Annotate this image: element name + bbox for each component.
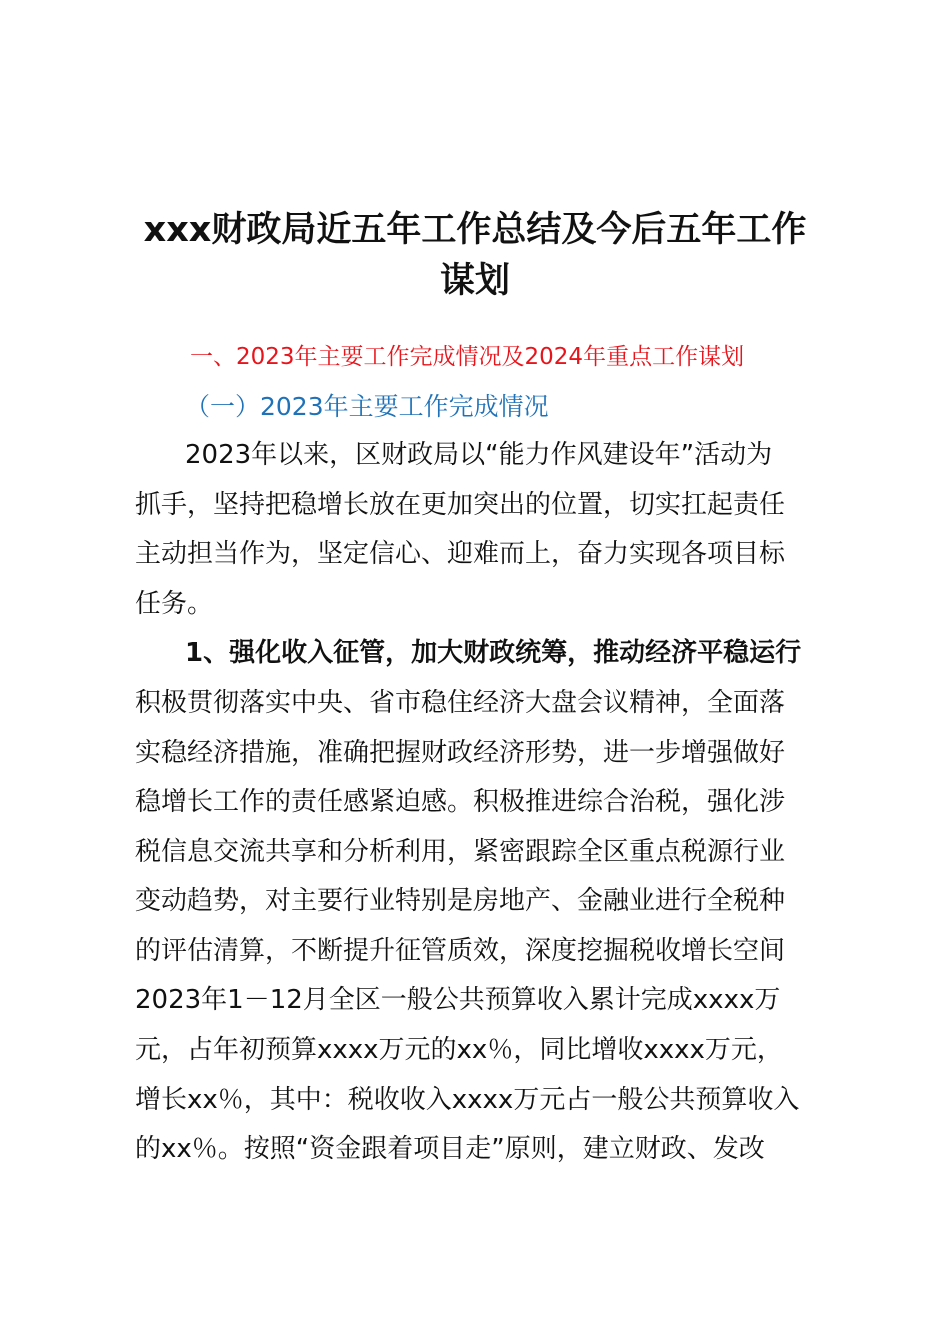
paragraph-2-line-2: 实稳经济措施，准确把握财政经济形势，进一步增强做好 <box>135 738 786 768</box>
paragraph-2-line-7: 2023年1－12月全区一般公共预算收入累计完成xxxx万 <box>135 985 781 1015</box>
subsection-heading-1: （一）2023年主要工作完成情况 <box>185 392 549 421</box>
paragraph-1-line-3: 主动担当作为，坚定信心、迎难而上，奋力实现各项目标 <box>135 539 786 569</box>
paragraph-2-line-5: 变动趋势，对主要行业特别是房地产、金融业进行全税种 <box>135 886 786 916</box>
document-title-line-2: 谋划 <box>439 261 510 301</box>
paragraph-2-line-4: 税信息交流共享和分析利用，紧密跟踪全区重点税源行业 <box>135 837 786 867</box>
section-heading-1: 一、2023年主要工作完成情况及2024年重点工作谋划 <box>190 344 745 370</box>
paragraph-2-line-6: 的评估清算，不断提升征管质效，深度挖掘税收增长空间 <box>135 936 786 966</box>
paragraph-1-line-4: 任务。 <box>135 589 214 619</box>
item-1-heading: 1、强化收入征管，加大财政统筹，推动经济平稳运行 <box>185 638 802 668</box>
paragraph-1-line-2: 抓手，坚持把稳增长放在更加突出的位置，切实扛起责任 <box>135 490 786 520</box>
paragraph-2-line-3: 稳增长工作的责任感紧迫感。积极推进综合治税，强化涉 <box>135 787 786 817</box>
paragraph-2-line-10: 的xx％。按照“资金跟着项目走”原则，建立财政、发改 <box>135 1134 765 1164</box>
paragraph-2-line-8: 元，占年初预算xxxx万元的xx％，同比增收xxxx万元， <box>135 1035 783 1065</box>
document-title-line-1: xxx财政局近五年工作总结及今后五年工作 <box>143 210 807 250</box>
paragraph-2-line-9: 增长xx％，其中：税收收入xxxx万元占一般公共预算收入 <box>135 1085 800 1115</box>
paragraph-1-line-1: 2023年以来，区财政局以“能力作风建设年”活动为 <box>185 440 773 470</box>
paragraph-2-line-1: 积极贯彻落实中央、省市稳住经济大盘会议精神，全面落 <box>135 688 786 718</box>
